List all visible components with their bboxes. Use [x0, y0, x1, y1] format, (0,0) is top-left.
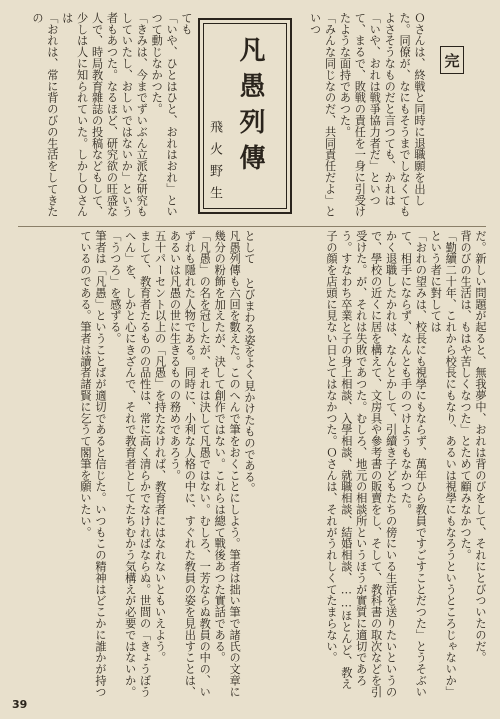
body-text-column: だ。新しい問題が起ると、無我夢中、おれは背のびをして、それにとびついたのだ。 背のびの生活は、もはや苦しくなつた」とためて顧みなかつた。 「勤續二十年、これから校長にもなり、あるいは視學にもなろうというところじゃないか」という者に對しては 「おれの望みは、校長にも視學にもならず、萬年ひら教員ですごすことだつた」とうそぶいて、相手にならず、なんとも手のつけようもなかつた。 かく退職したかれは、なんとかして、引續き子どもたちの傍にいる生活を送りたいというので、學校の近くに居を構えて、文房具や參考書の販賣をし、そして、教科書の取次などを引受けた。が、それは失敗であつた。むしろ、地元の相談所というほうが實質に適切であろう。すなわち卒業と子の身上相談、入學相談、就職相談、結婚相談、……ほとんど、教え子の顔を店頭に見ない日とてはなかつた。Ｏさんは、それがうれしくてたまらない。 [324, 230, 487, 698]
body-text-column: ても 「いや、ひとはひと、おれはおれ」といつて動じなかつた。 「きみは、今までずいぶん立派な研究もしていたし、おしいではないか」という者もあつた。なるほど、研究欲の旺盛な人で、時局教育雜誌の投稿などもして、少しは人に知られていた。しかしＯさんは 「おれは、常に背のびの生活をしてきたの [30, 12, 193, 218]
body-text-column: として とびまわる姿をよく見かけたものである。 凡愚列傳も六回を數えた。このへんで筆をおくことにしよう。筆者は拙い筆で諸氏の文章に幾分の粉飾を加えたが、決して創作ではない。これらは總て戰後あつた實話である。 「凡愚」の名を冠したが、それは決して凡愚ではない。むしろ、一芳ならぬ教員の中の、いずれも隱れた人物である。同時に、小利な人格の中に、すぐれた敎員の姿を見出すことは、あるいは凡愚の世に生きるものの務めであろう。 五十パーセント以上の「凡愚」を持たなければ、教育者にはなれないともいえよう。 まして、教育者たるものの品性は、常に高く清らかでなければならぬ。世間の「きょうぼうへん」を、しかと心にきざんで、それで教育者としてたちむかう気構えが必要ではないか。 「うつろ」を感ずる。 筆者は「凡愚」ということばが適切であると信じた。いつもこの精神はどこかに誰かが持つているのである。筆者は讀者諸賢に乞うて閣筆を願いたい。 [79, 230, 256, 698]
page-number: 39 [12, 698, 28, 711]
article-title: 凡愚列傳 [235, 36, 265, 180]
body-text-column: Ｏさんは、終戦と同時に退職願を出した。同僚が、なにもそうまでしなくてもよさそうなものだと言つても、かれは 「いや、おれは戦爭協力者だ」といつて、まるで、敗戦の責任を一身に引受けたような面持であつた。 「みんな同じなのだ、共同責任だよ」といつ [308, 12, 426, 218]
section-divider [18, 226, 486, 227]
author-byline: 飛火野生 [207, 120, 222, 208]
end-mark: 完 [440, 46, 464, 74]
